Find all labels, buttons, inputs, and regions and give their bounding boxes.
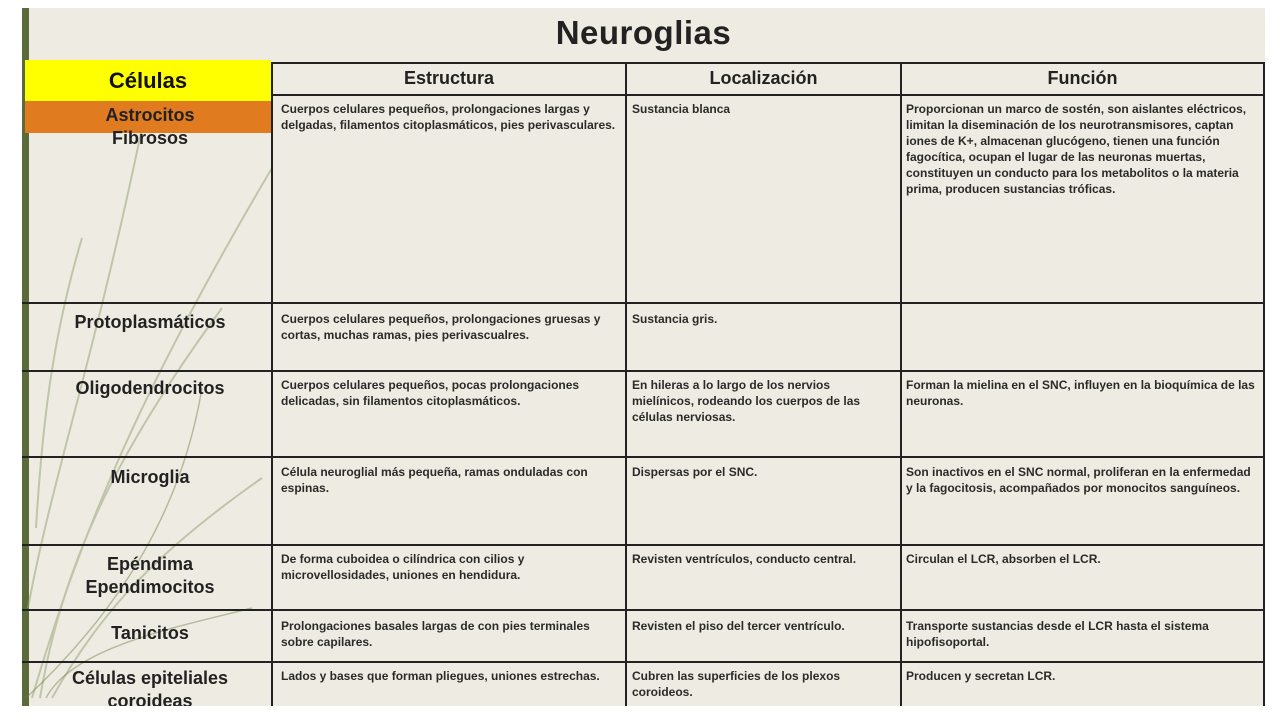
table-header-border <box>271 94 1265 96</box>
cell-funcion: Son inactivos en el SNC normal, proliferan en la enfermedad y la fagocitosis, acompañados por monocitos sanguíneos. <box>906 465 1251 495</box>
row-label: Protoplasmáticos <box>74 312 226 332</box>
cell-localizacion: Revisten ventrículos, conducto central. <box>632 552 857 566</box>
table-column-border <box>1263 62 1265 706</box>
cell-localizacion: Dispersas por el SNC. <box>632 465 758 479</box>
table-row-border <box>22 609 1265 611</box>
row-label: Células epiteliales coroideas <box>71 668 229 706</box>
header-localizacion: Localización <box>709 68 818 88</box>
table-top-border <box>271 62 1265 64</box>
cell-funcion: Forman la mielina en el SNC, influyen en la bioquímica de las neuronas. <box>906 378 1255 408</box>
row-label: Tanicitos <box>111 623 189 643</box>
cell-estructura: Prolongaciones basales largas de con pies terminales sobre capilares. <box>281 619 590 649</box>
table-row-border <box>22 302 1265 304</box>
table-column-border <box>271 62 273 706</box>
cell-funcion: Proporcionan un marco de sostén, son aislantes eléctricos, limitan la diseminación de los neurotransmisores, captan iones de K+, almacenan glucógeno, tienen una función fagocítica, ocupan el lugar de las neuronas muertas, constituyen un conducto para los metabolitos o la materia prima, producen sustancias tróficas. <box>906 102 1247 196</box>
table-column-border <box>900 62 902 706</box>
cell-funcion: Transporte sustancias desde el LCR hasta el sistema hipofisoportal. <box>906 619 1209 649</box>
cell-localizacion: Cubren las superficies de los plexos coroideos. <box>632 669 841 699</box>
cell-estructura: Lados y bases que forman pliegues, uniones estrechas. <box>281 669 600 683</box>
row-label: Astrocitos Fibrosos <box>105 105 195 148</box>
cell-estructura: Cuerpos celulares pequeños, prolongaciones largas y delgadas, filamentos citoplasmáticos, pies perivasculares. <box>281 102 616 132</box>
cell-estructura: Cuerpos celulares pequeños, pocas prolongaciones delicadas, sin filamentos citoplasmáticos. <box>281 378 580 408</box>
cell-estructura: De forma cuboidea o cilíndrica con cilios y microvellosidades, uniones en hendidura. <box>281 552 525 582</box>
table-row-border <box>22 661 1265 663</box>
table-column-border <box>625 62 627 706</box>
row-label: Epéndima Ependimocitos <box>85 554 215 597</box>
page-title: Neuroglias <box>555 14 732 51</box>
cell-funcion: Circulan el LCR, absorben el LCR. <box>906 552 1101 566</box>
cell-estructura: Cuerpos celulares pequeños, prolongaciones gruesas y cortas, muchas ramas, pies perivascualres. <box>281 312 601 342</box>
table-row-border <box>22 456 1265 458</box>
row-label: Microglia <box>110 467 190 487</box>
table-row-border <box>22 370 1265 372</box>
header-funcion: Función <box>1047 68 1118 88</box>
cell-localizacion: En hileras a lo largo de los nervios mielínicos, rodeando los cuerpos de las células nerviosas. <box>632 378 861 424</box>
cell-estructura: Célula neuroglial más pequeña, ramas onduladas con espinas. <box>281 465 588 495</box>
header-estructura: Estructura <box>403 68 495 88</box>
celulas-badge: Células <box>25 60 271 101</box>
cell-localizacion: Revisten el piso del tercer ventrículo. <box>632 619 845 633</box>
cell-localizacion: Sustancia gris. <box>632 312 718 326</box>
cell-funcion: Producen y secretan LCR. <box>906 669 1056 683</box>
row-label: Oligodendrocitos <box>75 378 225 398</box>
table-row-border <box>22 544 1265 546</box>
cell-localizacion: Sustancia blanca <box>632 102 731 116</box>
